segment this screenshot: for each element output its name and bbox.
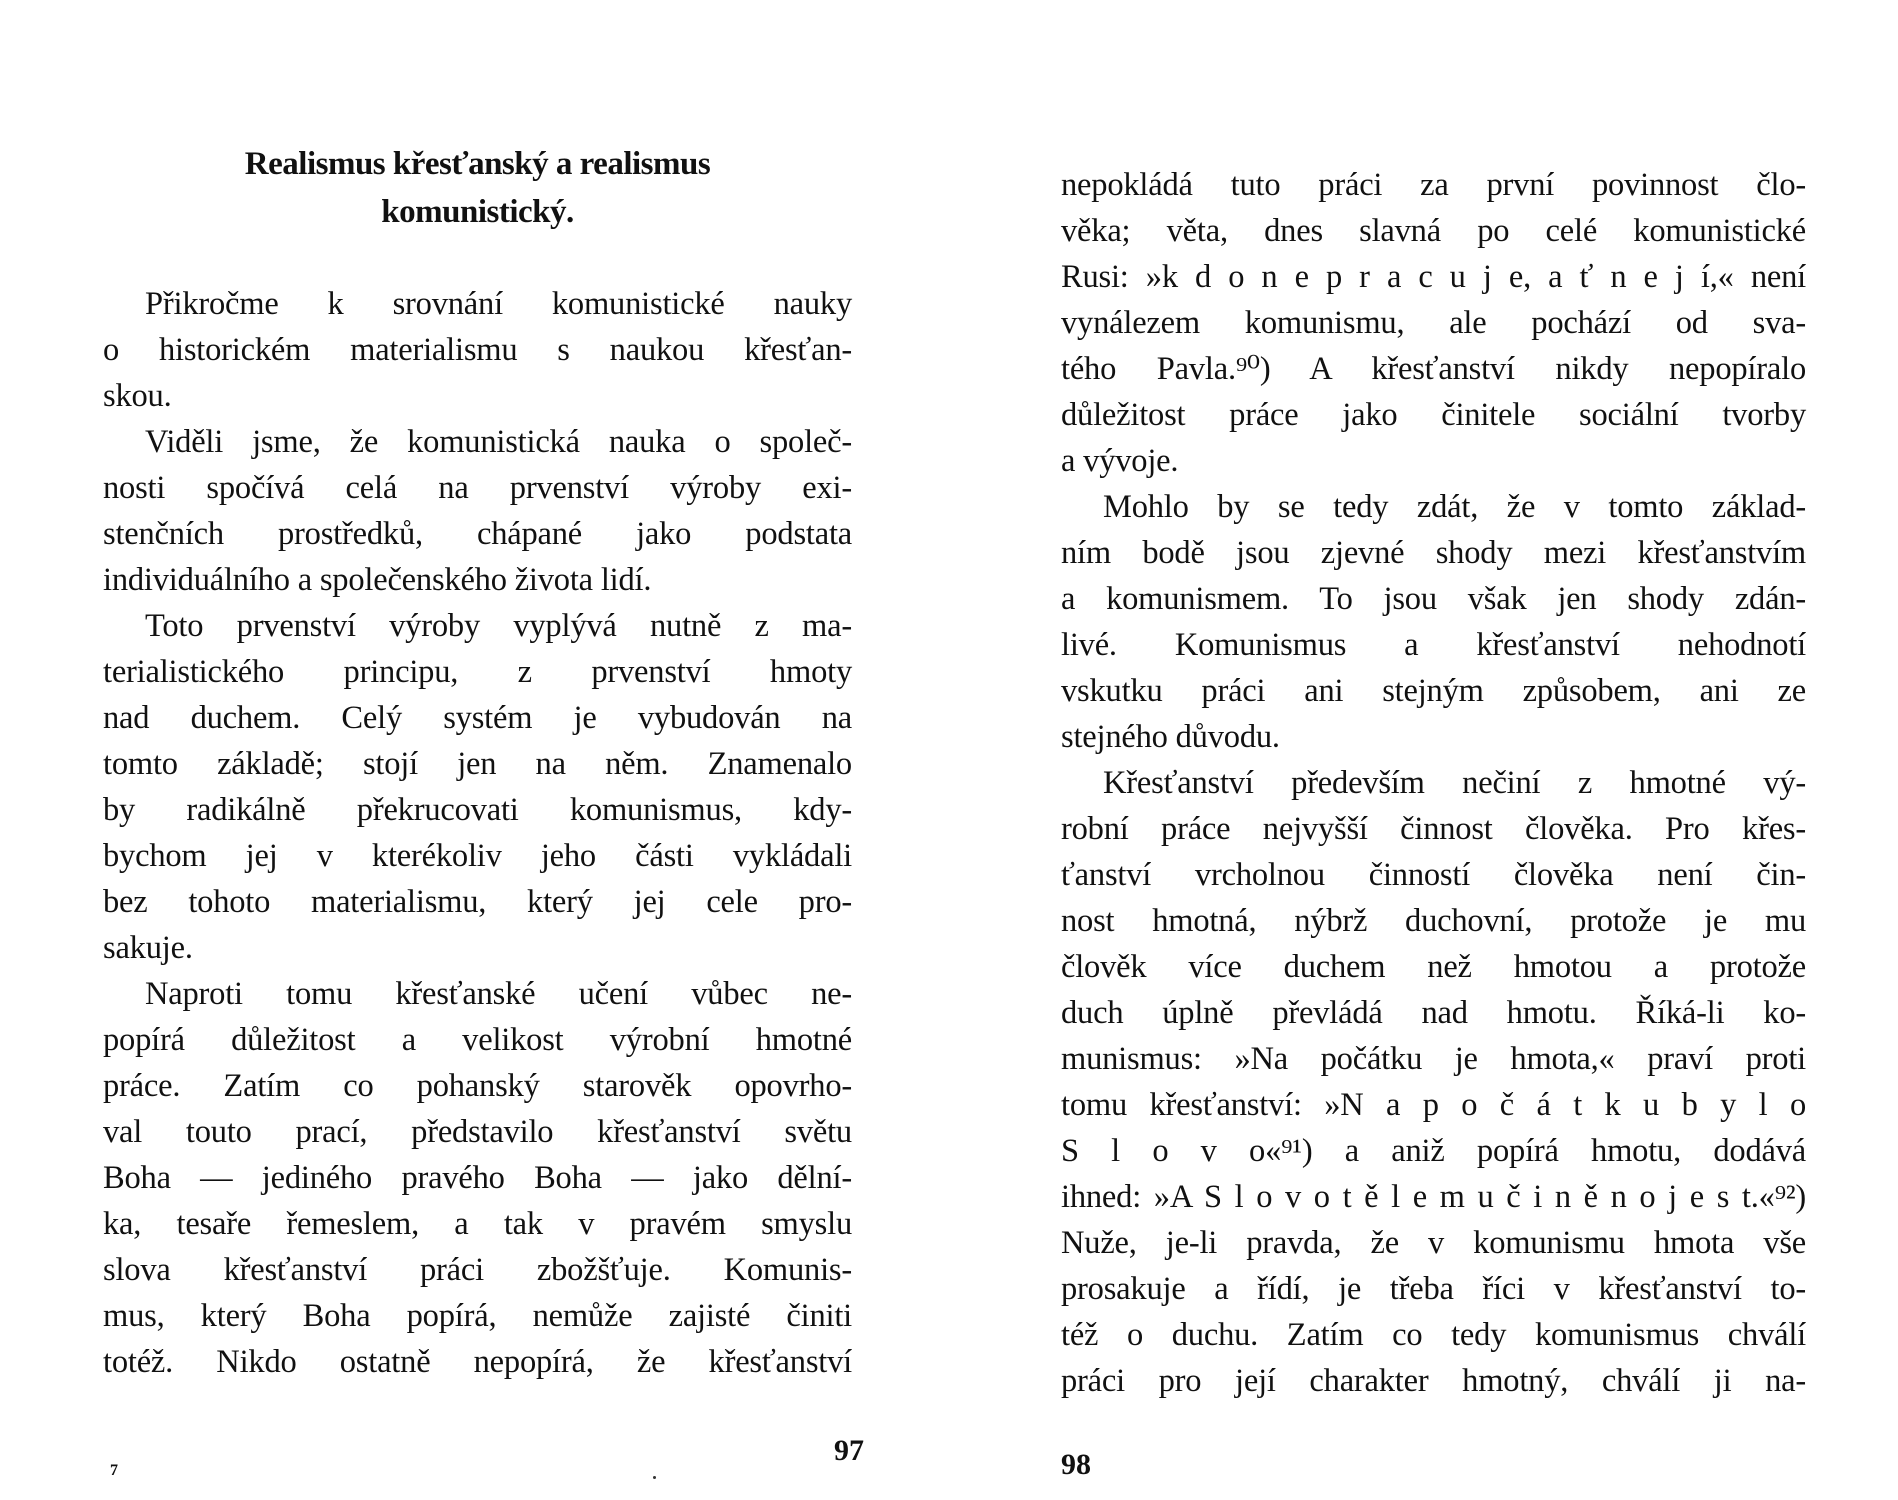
text-line: val touto prací, představilo křesťanství světu [103, 1114, 852, 1150]
text-line: ihned: »A S l o v o t ě l e m u č i n ě n o j e s t.«⁹²) [1061, 1179, 1806, 1215]
left-page [103, 0, 864, 1500]
text-line: Boha — jediného pravého Boha — jako dělní- [103, 1160, 852, 1196]
text-line: též o duchu. Zatím co tedy komunismus chválí [1061, 1317, 1806, 1353]
text-line: ka, tesaře řemeslem, a tak v pravém smyslu [103, 1206, 852, 1242]
text-line: slova křesťanství práci zbožšťuje. Komunis- [103, 1252, 852, 1288]
page-number: 98 [1061, 1448, 1091, 1481]
text-line: nosti spočívá celá na prvenství výroby exi- [103, 470, 852, 506]
text-line: práce. Zatím co pohanský starověk opovrho- [103, 1068, 852, 1104]
text-line: Mohlo by se tedy zdát, že v tomto základ- [1103, 489, 1806, 525]
right-page [1061, 0, 1806, 1500]
text-line: S l o v o«⁹¹) a aniž popírá hmotu, dodává [1061, 1133, 1806, 1169]
text-line: věka; věta, dnes slavná po celé komunistické [1061, 213, 1806, 249]
text-line: a vývoje. [1061, 443, 1179, 479]
text-line: prosakuje a řídí, je třeba říci v křesťanství to- [1061, 1271, 1806, 1307]
text-line: livé. Komunismus a křesťanství nehodnotí [1061, 627, 1806, 663]
text-line: mus, který Boha popírá, nemůže zajisté činiti [103, 1298, 852, 1334]
body-text [103, 281, 852, 1385]
text-line: Křesťanství především nečiní z hmotné vý- [1103, 765, 1806, 801]
text-line: Toto prvenství výroby vyplývá nutně z ma- [145, 608, 852, 644]
text-line: o historickém materialismu s naukou křesťan- [103, 332, 852, 368]
page-number: 97 [834, 1434, 864, 1467]
text-line: Rusi: »k d o n e p r a c u j e, a ť n e j í,« není [1061, 259, 1806, 295]
text-line: vynálezem komunismu, ale pochází od sva- [1061, 305, 1806, 341]
text-line: a komunismem. To jsou však jen shody zdán- [1061, 581, 1806, 617]
text-line: Nuže, je-li pravda, že v komunismu hmota vše [1061, 1225, 1806, 1261]
text-line: individuálního a společenského života lidí. [103, 562, 652, 598]
text-line: bez tohoto materialismu, který jej cele pro- [103, 884, 852, 920]
text-line: Viděli jsme, že komunistická nauka o společ- [145, 424, 852, 460]
signature-mark: 7 [110, 1462, 118, 1479]
text-line: tého Pavla.⁹⁰) A křesťanství nikdy nepopíralo [1061, 351, 1806, 387]
text-line: terialistického principu, z prvenství hmoty [103, 654, 852, 690]
text-line: člověk více duchem než hmotou a protože [1061, 949, 1806, 985]
text-line: duch úplně převládá nad hmotu. Říká-li ko- [1061, 995, 1806, 1031]
chapter-heading [103, 140, 852, 236]
heading-line: komunistický. [381, 194, 574, 230]
scan-speck [653, 1476, 656, 1479]
text-line: robní práce nejvyšší činnost člověka. Pro křes- [1061, 811, 1806, 847]
text-line: ťanství vrcholnou činností člověka není čin- [1061, 857, 1806, 893]
text-line: bychom jej v kterékoliv jeho části vykládali [103, 838, 852, 874]
text-line: stejného důvodu. [1061, 719, 1280, 755]
text-line: skou. [103, 378, 172, 414]
text-line: nepokládá tuto práci za první povinnost člo- [1061, 167, 1806, 203]
text-line: důležitost práce jako činitele sociální tvorby [1061, 397, 1806, 433]
text-line: by radikálně překrucovati komunismus, kdy- [103, 792, 852, 828]
text-line: sakuje. [103, 930, 193, 966]
text-line: munismus: »Na počátku je hmota,« praví proti [1061, 1041, 1806, 1077]
body-text [1061, 162, 1806, 1404]
text-line: vskutku práci ani stejným způsobem, ani ze [1061, 673, 1806, 709]
text-line: popírá důležitost a velikost výrobní hmotné [103, 1022, 852, 1058]
text-line: tomto základě; stojí jen na něm. Znamenalo [103, 746, 852, 782]
text-line: nost hmotná, nýbrž duchovní, protože je mu [1061, 903, 1806, 939]
text-line: Naproti tomu křesťanské učení vůbec ne- [145, 976, 852, 1012]
text-line: tomu křesťanství: »N a p o č á t k u b y l o [1061, 1087, 1806, 1123]
text-line: stenčních prostředků, chápané jako podstata [103, 516, 852, 552]
text-line: totéž. Nikdo ostatně nepopírá, že křesťanství [103, 1344, 852, 1380]
text-line: nad duchem. Celý systém je vybudován na [103, 700, 852, 736]
text-line: práci pro její charakter hmotný, chválí ji na- [1061, 1363, 1806, 1399]
heading-line: Realismus křesťanský a realismus [244, 146, 711, 182]
text-line: Přikročme k srovnání komunistické nauky [145, 286, 852, 322]
text-line: ním bodě jsou zjevné shody mezi křesťanstvím [1061, 535, 1806, 571]
